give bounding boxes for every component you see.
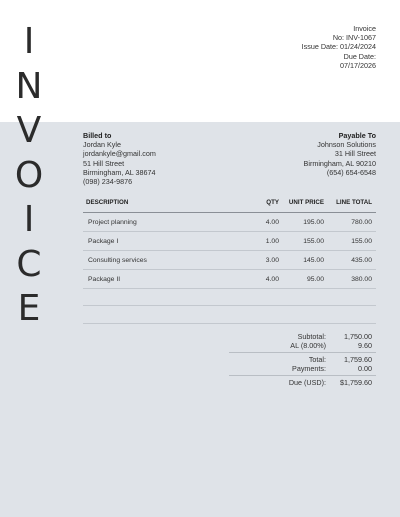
table-row [83,251,376,270]
invoice-number: No: INV-1067 [332,33,376,43]
payable-to-heading: Payable To [338,131,376,140]
payable-phone: (654) 654-6548 [326,167,376,177]
row-line-total: 380.00 [328,270,376,289]
billed-street: 51 Hill Street [83,158,125,168]
invoice-meta [302,24,376,70]
row-qty: 4.00 [253,213,283,232]
payable-to-block [304,131,376,177]
row-unit-price: 155.00 [283,232,328,251]
subtotal-row [206,333,372,342]
billed-name: Jordan Kyle [83,140,121,150]
billed-city: Birmingham, AL 38674 [83,167,156,177]
title-letter: N [15,65,43,107]
row-line-total: 780.00 [328,213,376,232]
due-date: 07/17/2026 [340,60,376,70]
row-line-total: 155.00 [328,232,376,251]
row-unit-price: 195.00 [283,213,328,232]
title-letter: E [17,288,41,329]
billed-to-heading: Billed to [83,131,112,140]
total-row [206,356,372,365]
row-description: Consulting services [83,251,253,270]
payments-label: Payments: [292,363,326,373]
table-row [83,232,376,251]
payments-value: 0.00 [358,363,372,373]
amount-due-label: Due (USD): [288,377,326,387]
invoice-vertical-title [12,21,46,336]
title-letter: C [16,243,42,285]
body-band [0,122,400,517]
totals-line-1 [229,352,376,353]
billed-to-block [83,131,156,186]
payable-name: Johnson Solutions [317,140,376,150]
subtotal-value: 1,750.00 [344,332,372,341]
header-line-total: LINE TOTAL [328,193,376,213]
header-unit-price: UNIT PRICE [283,193,328,213]
header-description: DESCRIPTION [83,193,253,213]
row-line-total: 435.00 [328,251,376,270]
tax-label: AL (8.00%) [290,340,326,350]
due-date-label: Due Date: [343,51,376,61]
payable-street: 31 Hill Street [334,149,376,159]
title-letter: I [23,199,35,240]
row-qty: 3.00 [253,251,283,270]
row-unit-price: 145.00 [283,251,328,270]
total-label: Total: [308,354,326,364]
tax-row [206,342,372,351]
billed-phone: (098) 234-9876 [83,177,133,187]
row-qty: 1.00 [253,232,283,251]
row-description: Package I [83,232,253,251]
table-header-row [83,193,376,213]
totals-line-2 [229,375,376,376]
invoice-label: Invoice [353,24,376,33]
table-row [83,213,376,232]
title-letter: I [23,21,35,62]
title-letter: O [14,154,44,196]
title-letter: V [16,110,42,151]
row-qty: 4.00 [253,270,283,289]
payable-city: Birmingham, AL 90210 [303,158,376,168]
line-items-table [83,193,376,289]
totals-divider [83,323,376,324]
tax-value: 9.60 [358,340,372,350]
amount-due-value: $1,759.60 [340,377,372,387]
row-description: Project planning [83,213,253,232]
amount-due-row [206,379,372,388]
row-unit-price: 95.00 [283,270,328,289]
empty-row-divider [83,305,376,306]
payments-row [206,365,372,374]
issue-date: Issue Date: 01/24/2024 [301,42,376,52]
totals-block [206,333,372,388]
billed-email: jordankyle@gmail.com [83,149,156,159]
header-qty: QTY [253,193,283,213]
total-value: 1,759.60 [344,354,372,364]
subtotal-label: Subtotal: [297,332,326,341]
row-description: Package II [83,270,253,289]
table-row [83,270,376,289]
